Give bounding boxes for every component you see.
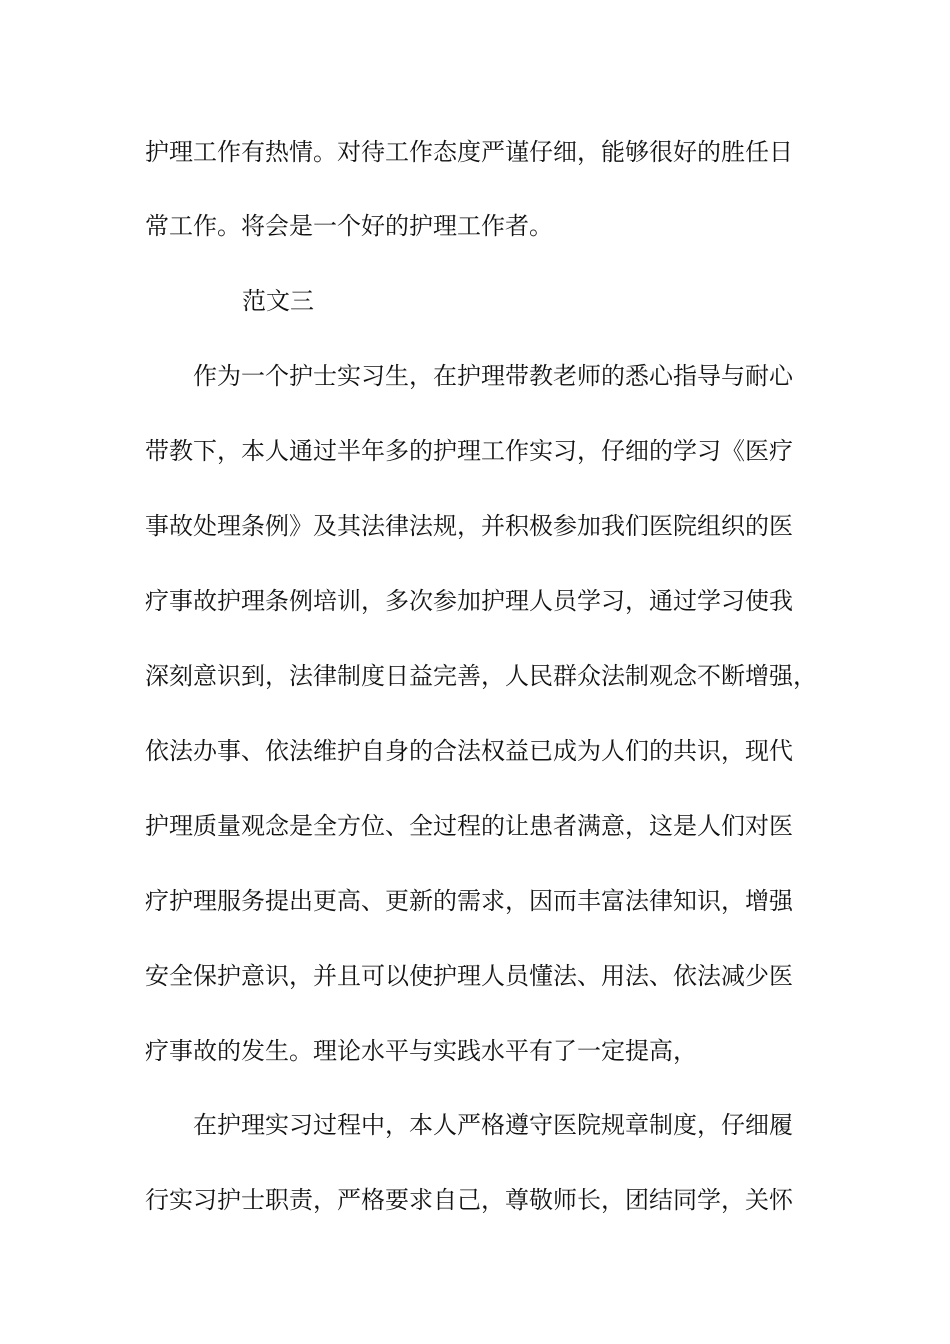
text-line: 依法办事、依法维护自身的合法权益已成为人们的共识，现代 (145, 737, 793, 765)
text-line: 疗事故护理条例培训，多次参加护理人员学习，通过学习使我 (145, 587, 793, 615)
text-line: 事故处理条例》及其法律法规，并积极参加我们医院组织的医 (145, 512, 793, 540)
paragraph-first-line: 作为一个护士实习生，在护理带教老师的悉心指导与耐心 (193, 362, 793, 390)
text-line: 疗护理服务提出更高、更新的需求，因而丰富法律知识，增强 (145, 887, 793, 915)
text-line: 护理质量观念是全方位、全过程的让患者满意，这是人们对医 (145, 812, 793, 840)
section-heading: 范文三 (242, 287, 314, 315)
text-line: 疗事故的发生。理论水平与实践水平有了一定提高， (145, 1037, 697, 1065)
text-line: 常工作。将会是一个好的护理工作者。 (145, 212, 553, 240)
paragraph-first-line: 在护理实习过程中，本人严格遵守医院规章制度，仔细履 (193, 1111, 793, 1139)
text-line: 带教下，本人通过半年多的护理工作实习，仔细的学习《医疗 (145, 437, 793, 465)
text-line: 护理工作有热情。对待工作态度严谨仔细，能够很好的胜任日 (145, 138, 793, 166)
text-line: 安全保护意识，并且可以使护理人员懂法、用法、依法减少医 (145, 962, 793, 990)
text-line: 深刻意识到，法律制度日益完善，人民群众法制观念不断增强， (145, 662, 817, 690)
text-line: 行实习护士职责，严格要求自己，尊敬师长，团结同学，关怀 (145, 1186, 793, 1214)
